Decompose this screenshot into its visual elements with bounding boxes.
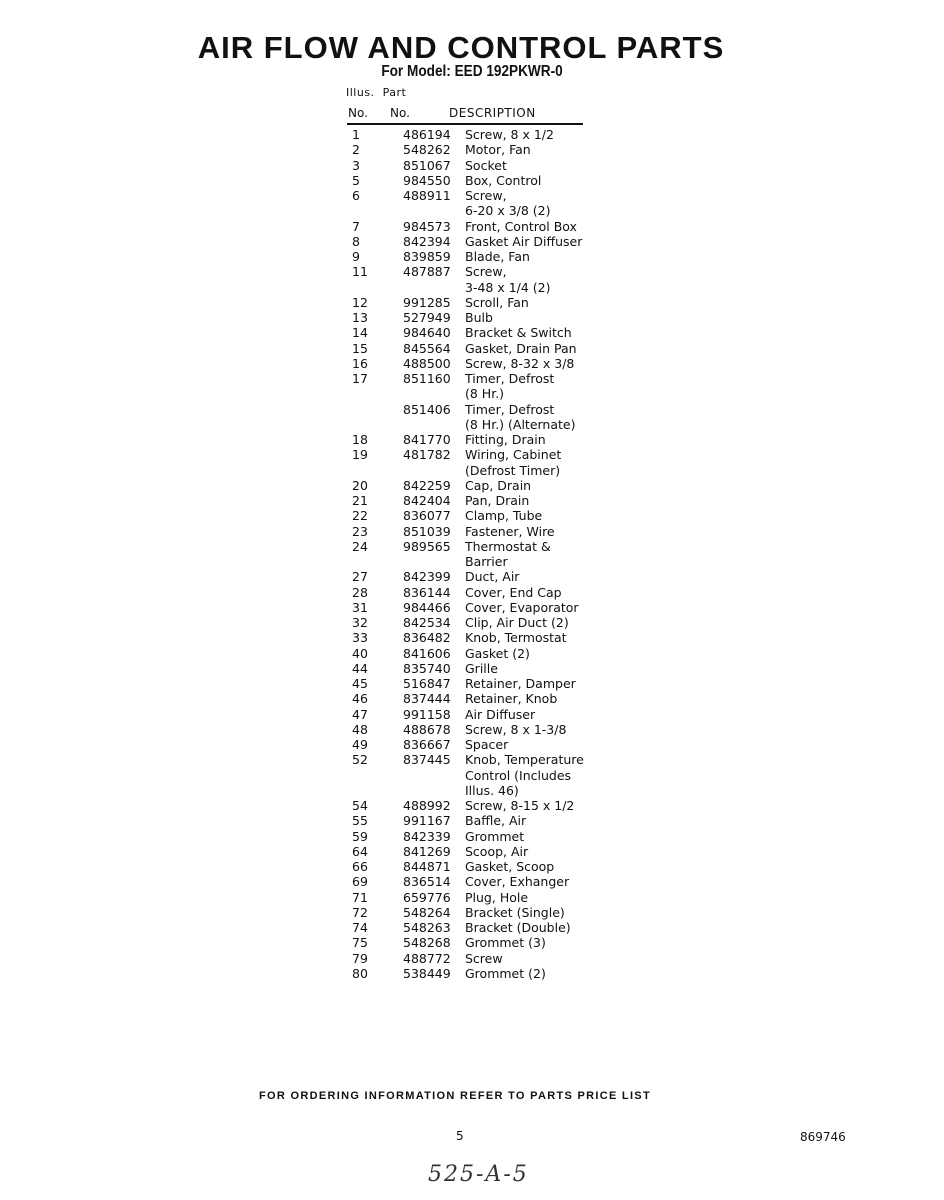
illus-number: 7: [352, 218, 360, 234]
part-number: 548264: [403, 904, 451, 920]
part-description: Grommet (2): [465, 965, 546, 981]
illus-number: 18: [352, 432, 368, 447]
table-row: [348, 234, 598, 249]
part-number: 516847: [403, 676, 451, 691]
part-description: Gasket, Drain Pan: [465, 340, 577, 356]
illus-number: 54: [352, 798, 368, 813]
illus-number: 27: [352, 569, 368, 585]
part-description: Bracket & Switch: [465, 325, 572, 341]
illus-number: 1: [352, 127, 360, 142]
part-number: 488500: [403, 355, 451, 371]
illus-number: 72: [352, 904, 368, 920]
illus-number: 3: [352, 157, 360, 173]
illus-number: 66: [352, 859, 368, 874]
part-number: 851067: [403, 157, 451, 173]
table-row: [348, 798, 598, 813]
table-row: [348, 615, 598, 630]
illus-number: 5: [352, 172, 360, 188]
illus-number: 6: [352, 188, 360, 203]
illus-number: 21: [352, 493, 368, 508]
part-number: 841606: [403, 645, 451, 661]
parts-table: [348, 127, 598, 981]
part-description: Grille: [465, 660, 498, 676]
table-row: [348, 539, 598, 554]
part-number: 835740: [403, 660, 451, 676]
table-row: [348, 142, 598, 157]
illus-number: 24: [352, 538, 368, 554]
part-number: 836482: [403, 630, 451, 646]
part-number: 488992: [403, 798, 451, 813]
illus-number: 28: [352, 584, 368, 600]
part-number: 984573: [403, 218, 451, 234]
illus-number: 22: [352, 508, 368, 524]
part-number: 984640: [403, 325, 451, 341]
part-number: 842399: [403, 569, 451, 585]
part-description: Cover, Evaporator: [465, 599, 579, 615]
part-description: Scroll, Fan: [465, 294, 529, 310]
part-number: 842259: [403, 477, 451, 493]
ordering-footer: FOR ORDERING INFORMATION REFER TO PARTS PRICE LIST: [259, 1090, 651, 1102]
part-number: 984466: [403, 599, 451, 615]
header-part: Part: [382, 86, 407, 99]
part-number: 842404: [403, 493, 451, 508]
table-row-continuation: [348, 463, 598, 478]
illus-number: 49: [352, 737, 368, 752]
table-row: [348, 707, 598, 722]
part-description: (8 Hr.): [465, 386, 505, 402]
part-number: 837444: [403, 691, 451, 707]
part-number: 841269: [403, 843, 451, 859]
part-description: Grommet (3): [465, 935, 546, 951]
part-description: Clip, Air Duct (2): [465, 615, 569, 630]
part-description: Timer, Defrost: [465, 371, 555, 386]
part-number: 839859: [403, 249, 451, 264]
part-description: Screw: [465, 950, 503, 966]
illus-number: 64: [352, 843, 368, 859]
part-description: Spacer: [465, 737, 509, 752]
part-number: 836144: [403, 584, 451, 600]
header-illus: Illus.: [346, 86, 375, 99]
part-description: Retainer, Knob: [465, 691, 558, 707]
table-row: [348, 325, 598, 340]
part-description: (8 Hr.) (Alternate): [465, 416, 576, 432]
part-description: Duct, Air: [465, 569, 520, 585]
illus-number: 40: [352, 645, 368, 661]
part-number: 842394: [403, 233, 451, 249]
table-row: [348, 646, 598, 661]
table-row: [348, 691, 598, 706]
part-description: Baffle, Air: [465, 813, 527, 829]
part-description: Cover, End Cap: [465, 584, 562, 600]
header-part-no: No.: [390, 106, 410, 120]
table-row: [348, 737, 598, 752]
table-row-continuation: [348, 417, 598, 432]
part-description: Screw,: [465, 188, 507, 203]
table-row: [348, 920, 598, 935]
part-description: Illus. 46): [465, 782, 519, 798]
part-number: 538449: [403, 965, 451, 981]
part-description: Cap, Drain: [465, 477, 532, 493]
table-row: [348, 249, 598, 264]
table-row: [348, 890, 598, 905]
part-description: Scoop, Air: [465, 843, 529, 859]
table-row: [348, 722, 598, 737]
table-row: [348, 127, 598, 142]
part-number: 837445: [403, 752, 451, 768]
table-row: [348, 478, 598, 493]
table-row: [348, 600, 598, 615]
part-description: Clamp, Tube: [465, 508, 543, 524]
part-number: 836077: [403, 508, 451, 524]
part-number: 844871: [403, 859, 451, 874]
part-description: Bracket (Single): [465, 904, 565, 920]
part-number: 488772: [403, 950, 451, 966]
illus-number: 9: [352, 249, 360, 264]
illus-number: 48: [352, 721, 368, 737]
part-number: 659776: [403, 889, 451, 905]
table-row: [348, 630, 598, 645]
table-row: [348, 219, 598, 234]
table-row: [348, 829, 598, 844]
part-description: Socket: [465, 157, 507, 173]
part-number: 548263: [403, 920, 451, 935]
table-row: [348, 508, 598, 523]
illus-number: 80: [352, 965, 368, 981]
part-description: 3-48 x 1/4 (2): [465, 279, 551, 295]
table-row: [348, 173, 598, 188]
part-description: Screw, 8-15 x 1/2: [465, 798, 575, 813]
illus-number: 15: [352, 340, 368, 356]
table-row: [348, 402, 598, 417]
illus-number: 71: [352, 889, 368, 905]
part-description: Fastener, Wire: [465, 523, 555, 539]
table-row: [348, 371, 598, 386]
illus-number: 46: [352, 691, 368, 707]
table-row: [348, 874, 598, 889]
table-row: [348, 569, 598, 584]
illus-number: 11: [352, 264, 368, 280]
illus-number: 23: [352, 523, 368, 539]
table-row: [348, 951, 598, 966]
part-description: Grommet: [465, 828, 525, 844]
table-row: [348, 295, 598, 310]
part-description: Cover, Exhanger: [465, 874, 570, 890]
table-row: [348, 264, 598, 279]
part-description: Timer, Defrost: [465, 401, 555, 417]
table-row-continuation: [348, 554, 598, 569]
table-row-continuation: [348, 783, 598, 798]
illus-number: 16: [352, 355, 368, 371]
part-number: 488911: [403, 188, 451, 203]
column-header: [348, 106, 588, 122]
document-number: 869746: [800, 1130, 846, 1144]
illus-number: 59: [352, 828, 368, 844]
part-description: Plug, Hole: [465, 889, 529, 905]
illus-number: 13: [352, 310, 368, 325]
part-description: Pan, Drain: [465, 493, 530, 508]
part-description: Retainer, Damper: [465, 676, 576, 691]
part-description: Bracket (Double): [465, 920, 571, 935]
illus-number: 8: [352, 233, 360, 249]
part-description: Screw, 8-32 x 3/8: [465, 355, 575, 371]
table-row-continuation: [348, 280, 598, 295]
table-row: [348, 844, 598, 859]
part-number: 487887: [403, 264, 451, 280]
part-number: 851160: [403, 371, 451, 386]
illus-number: 44: [352, 660, 368, 676]
part-number: 527949: [403, 310, 451, 325]
illus-number: 32: [352, 615, 368, 630]
part-number: 548262: [403, 142, 451, 158]
illus-number: 52: [352, 752, 368, 768]
illus-number: 69: [352, 874, 368, 890]
table-row: [348, 935, 598, 950]
part-description: (Defrost Timer): [465, 462, 561, 478]
part-description: Screw,: [465, 264, 507, 280]
part-description: Box, Control: [465, 172, 542, 188]
illus-number: 19: [352, 447, 368, 463]
table-row: [348, 813, 598, 828]
illus-number: 14: [352, 325, 368, 341]
illus-number: 2: [352, 142, 360, 158]
illus-number: 33: [352, 630, 368, 646]
part-number: 842534: [403, 615, 451, 630]
table-row: [348, 859, 598, 874]
part-number: 991167: [403, 813, 451, 829]
table-row: [348, 585, 598, 600]
table-row-continuation: [348, 386, 598, 401]
illus-number: 12: [352, 294, 368, 310]
part-description: Front, Control Box: [465, 218, 577, 234]
page-title: AIR FLOW AND CONTROL PARTS: [197, 30, 725, 65]
part-description: Knob, Termostat: [465, 630, 567, 646]
part-description: Knob, Temperature: [465, 752, 584, 768]
part-number: 842339: [403, 828, 451, 844]
part-number: 841770: [403, 432, 451, 447]
illus-number: 79: [352, 950, 368, 966]
table-row: [348, 676, 598, 691]
table-row: [348, 752, 598, 767]
part-description: Barrier: [465, 554, 508, 569]
illus-number: 74: [352, 920, 368, 935]
part-description: Motor, Fan: [465, 142, 531, 158]
header-illus-no: No.: [348, 106, 368, 120]
header-description: DESCRIPTION: [449, 106, 536, 120]
part-number: 845564: [403, 340, 451, 356]
illus-number: 47: [352, 706, 368, 722]
table-row: [348, 493, 598, 508]
illus-number: 20: [352, 477, 368, 493]
part-description: Bulb: [465, 310, 493, 325]
illus-number: 55: [352, 813, 368, 829]
part-description: Control (Includes: [465, 767, 572, 783]
table-row: [348, 341, 598, 356]
illus-number: 17: [352, 371, 368, 386]
table-row: [348, 661, 598, 676]
table-row: [348, 905, 598, 920]
part-number: 989565: [403, 538, 451, 554]
part-number: 984550: [403, 172, 451, 188]
part-number: 836667: [403, 737, 451, 752]
part-number: 481782: [403, 447, 451, 463]
page-number: 5: [456, 1129, 464, 1143]
part-number: 851039: [403, 523, 451, 539]
part-description: Gasket Air Diffuser: [465, 233, 583, 249]
table-row-continuation: [348, 768, 598, 783]
handwritten-note: 525-A-5: [428, 1162, 529, 1187]
table-row: [348, 158, 598, 173]
part-description: Gasket, Scoop: [465, 859, 555, 874]
illus-number: 75: [352, 935, 368, 951]
table-row: [348, 432, 598, 447]
table-row: [348, 966, 598, 981]
part-number: 991285: [403, 294, 451, 310]
table-row: [348, 447, 598, 462]
part-number: 488678: [403, 721, 451, 737]
table-row: [348, 356, 598, 371]
illus-number: 31: [352, 599, 368, 615]
part-description: Wiring, Cabinet: [465, 447, 562, 463]
table-row-continuation: [348, 203, 598, 218]
part-description: Thermostat &: [465, 538, 551, 554]
part-description: Fitting, Drain: [465, 432, 546, 447]
part-number: 991158: [403, 706, 451, 722]
part-description: Screw, 8 x 1/2: [465, 127, 554, 142]
column-header-top: [346, 86, 406, 99]
part-description: 6-20 x 3/8 (2): [465, 203, 551, 219]
table-row: [348, 524, 598, 539]
part-description: Screw, 8 x 1-3/8: [465, 721, 567, 737]
table-row: [348, 310, 598, 325]
part-description: Air Diffuser: [465, 706, 536, 722]
part-number: 836514: [403, 874, 451, 890]
part-description: Gasket (2): [465, 645, 530, 661]
part-number: 548268: [403, 935, 451, 951]
table-row: [348, 188, 598, 203]
illus-number: 45: [352, 676, 368, 691]
model-subtitle: For Model: EED 192PKWR-0: [381, 63, 563, 80]
header-rule: [347, 123, 583, 125]
part-description: Blade, Fan: [465, 249, 530, 264]
part-number: 486194: [403, 127, 451, 142]
part-number: 851406: [403, 401, 451, 417]
